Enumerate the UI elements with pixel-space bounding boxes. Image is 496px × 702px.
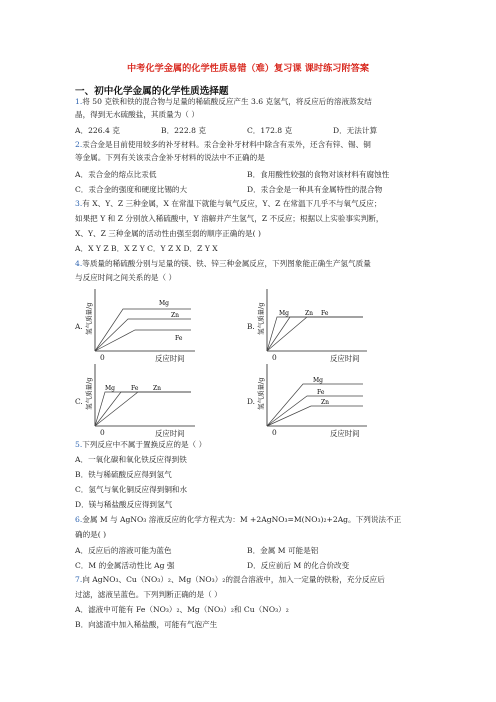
graph-a bbox=[83, 287, 198, 362]
graph-b-label: B. bbox=[247, 322, 255, 331]
q5-option-d: D．镁与稀盐酸反应得到氢气 bbox=[75, 500, 173, 509]
graph-b-series-fe: Fe bbox=[321, 310, 329, 317]
graph-b-line-zn bbox=[267, 317, 363, 351]
q2-number: 2. bbox=[75, 140, 83, 149]
graph-a-series-fe: Fe bbox=[175, 335, 183, 342]
graph-b-line-fe bbox=[267, 317, 363, 351]
graph-c-origin: 0 bbox=[100, 428, 105, 437]
q7-line1: 7.向 AgNO₃、Cu（NO₃）₂、Mg（NO₃）₂的混合溶液中，加入一定量的铁粉，充分反应后 bbox=[75, 575, 385, 584]
graph-d-series-zn: Zn bbox=[321, 399, 330, 406]
q1-line2: 晶，得到无水硫酸盐，其质量为（ ） bbox=[75, 110, 199, 119]
graph-c-ylabel: 氢气质量/g bbox=[85, 377, 93, 410]
q1-option-d: D．无法计算 bbox=[333, 126, 378, 135]
q2-line1: 2.汞合金是目前使用较多的补牙材料。汞合金补牙材料中除含有汞外，还含有锌、锡、铜 bbox=[75, 140, 371, 149]
q4-line1: 4.等质量的稀硫酸分别与足量的镁、铁、锌三种金属反应，下列图象能正确生产氢气质量 bbox=[75, 259, 371, 268]
q6-option-c: C．M 的金属活动性比 Ag 强 bbox=[75, 561, 175, 570]
graph-d bbox=[255, 362, 370, 437]
graph-b-xlabel: 反应时间 bbox=[330, 354, 360, 363]
graph-c-series-zn: Zn bbox=[153, 385, 162, 392]
graph-c-label: C. bbox=[75, 397, 83, 406]
q5-option-c: C．氢气与氧化铜反应得到铜和水 bbox=[75, 485, 188, 494]
graph-a-origin: 0 bbox=[100, 353, 105, 362]
q3-line2: 如果把 Y 和 Z 分别放入稀硫酸中，Y 溶解并产生氢气，Z 不反应；根据以上实验事实判断， bbox=[75, 214, 384, 223]
q1-option-a: A．226.4 克 bbox=[75, 126, 120, 135]
q7-number: 7. bbox=[75, 575, 83, 584]
q1-option-c: C．172.8 克 bbox=[247, 126, 293, 135]
q5-option-b: B．铁与稀硫酸反应得到氢气 bbox=[75, 470, 172, 479]
graph-a-series-zn: Zn bbox=[171, 312, 180, 319]
graph-d-series-fe: Fe bbox=[317, 389, 325, 396]
graph-a-xlabel: 反应时间 bbox=[155, 354, 185, 363]
q7-line2: 过滤，滤液呈蓝色。下列判断正确的是（ ） bbox=[75, 590, 222, 599]
q1-number: 1. bbox=[75, 97, 83, 106]
q1-option-b: B．222.8 克 bbox=[161, 126, 206, 135]
q3-line3: X、Y、Z 三种金属的活动性由强至弱的顺序正确的是( ) bbox=[75, 229, 261, 238]
q2-option-d: D．汞合金是一种具有金属特性的混合物 bbox=[247, 185, 383, 194]
graph-b-ylabel: 氢气质量/g bbox=[257, 302, 265, 335]
graph-d-origin: 0 bbox=[272, 428, 277, 437]
graph-c-series-fe: Fe bbox=[131, 385, 139, 392]
document-title: 中考化学金属的化学性质易错（难）复习课 课时练习附答案 bbox=[126, 63, 370, 74]
q6-option-a: A．反应后的溶液可能为蓝色 bbox=[75, 546, 172, 555]
q6-option-d: D．反应前后 M 的化合价改变 bbox=[247, 561, 350, 570]
graph-c bbox=[83, 362, 198, 437]
q2-line2: 等金属。下列有关该汞合金补牙材料的说法中不正确的是 bbox=[75, 153, 265, 162]
q6-line2: 确的是( ) bbox=[75, 530, 107, 539]
q6-option-b: B．金属 M 可能是铝 bbox=[247, 546, 319, 555]
q3-number: 3. bbox=[75, 199, 83, 208]
graph-b-series-mg: Mg bbox=[279, 310, 289, 317]
q2-option-a: A．汞合金的熔点比汞低 bbox=[75, 170, 157, 179]
graph-b-origin: 0 bbox=[272, 353, 277, 362]
graph-b-series-zn: Zn bbox=[305, 310, 314, 317]
graph-d-xlabel: 反应时间 bbox=[330, 429, 360, 438]
q5-line1: 5.下列反应中不属于置换反应的是（ ） bbox=[75, 440, 207, 449]
graph-c-series-mg: Mg bbox=[105, 385, 115, 392]
q3-options: A．X Y Z B．X Z Y C．Y Z X D．Z Y X bbox=[75, 244, 218, 253]
q4-line2: 与反应时间之间关系的是（ ） bbox=[75, 273, 177, 282]
graph-b-line-mg bbox=[267, 317, 363, 351]
q6-line1: 6.金属 M 与 AgNO₃ 溶液反应的化学方程式为：M +2AgNO₃=M(NO₃)₂+2Ag。下列说法不正 bbox=[75, 515, 402, 524]
q3-line1: 3.有 X、Y、Z 三种金属，X 在常温下就能与氧气反应，Y、Z 在常温下几乎不与氧气反应； bbox=[75, 199, 382, 208]
q7-option-a: A．滤液中可能有 Fe（NO₃）₂、Mg（NO₃）₂和 Cu（NO₃）₂ bbox=[75, 605, 289, 614]
graph-d-ylabel: 氢气质量/g bbox=[257, 377, 265, 410]
graph-b bbox=[255, 287, 370, 362]
graph-c-line-mg bbox=[95, 392, 191, 426]
graph-d-series-mg: Mg bbox=[313, 377, 323, 384]
q5-option-a: A．一氧化碳和氧化铁反应得到铁 bbox=[75, 455, 187, 464]
graph-c-xlabel: 反应时间 bbox=[155, 429, 185, 438]
q7-option-b: B．向滤渣中加入稀盐酸，可能有气泡产生 bbox=[75, 620, 218, 629]
q6-number: 6. bbox=[75, 515, 83, 524]
graph-a-series-mg: Mg bbox=[159, 300, 169, 307]
q2-option-c: C．汞合金的强度和硬度比锡的大 bbox=[75, 185, 188, 194]
q5-number: 5. bbox=[75, 440, 83, 449]
graph-c-line-zn bbox=[95, 392, 191, 426]
section-heading: 一、初中化学金属的化学性质选择题 bbox=[75, 86, 229, 97]
q4-number: 4. bbox=[75, 259, 83, 268]
q1-line1: 1.将 50 克铁和铁的混合物与足量的稀硫酸反应产生 3.6 克氢气，将反应后的溶液蒸发结 bbox=[75, 97, 372, 106]
graph-a-ylabel: 氢气质量/g bbox=[85, 302, 93, 335]
graph-d-label: D. bbox=[247, 397, 256, 406]
q2-option-b: B．食用酸性较强的食物对该材料有腐蚀性 bbox=[247, 170, 390, 179]
graph-d-line-fe bbox=[267, 396, 363, 426]
graph-c-line-fe bbox=[95, 392, 191, 426]
graph-a-label: A. bbox=[75, 322, 83, 331]
